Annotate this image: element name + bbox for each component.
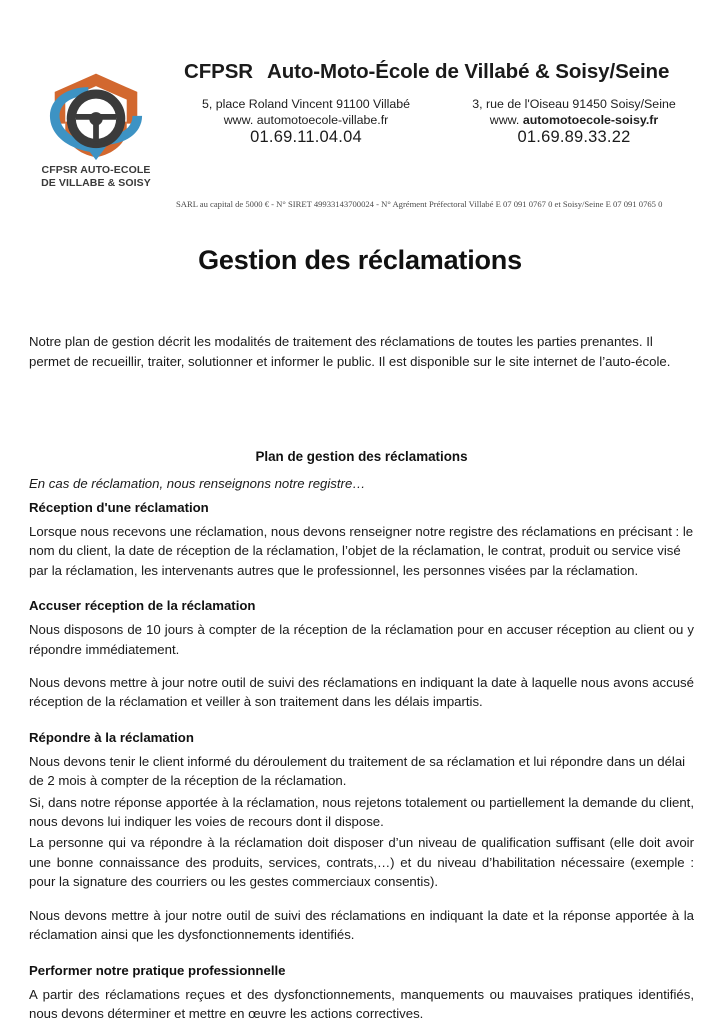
section-paragraph: Nous devons tenir le client informé du déroulement du traitement de sa réclamation et lui répondre dans un délai de 2 mois à compter de la réception de la réclamation. — [29, 753, 686, 789]
plan-italic-note: En cas de réclamation, nous renseignons notre registre… — [29, 476, 366, 491]
section-heading-accuser: Accuser réception de la réclamation — [29, 598, 256, 614]
section-heading-performer: Performer notre pratique professionnelle — [29, 962, 286, 978]
company-title — [172, 60, 708, 84]
intro-paragraph: Notre plan de gestion décrit les modalités de traitement des réclamations de toutes les parties prenantes. Il permet de recueillir, traiter, solutionner et informer le public. Il est disponible sur le site internet de l’auto-école. — [29, 334, 671, 369]
address-blocks — [172, 96, 708, 145]
page-title: Gestion des réclamations — [198, 245, 522, 275]
website-domain: automotoecole-villabe.fr — [256, 113, 389, 127]
logo-caption-line1: CFPSR AUTO-ECOLE — [41, 164, 151, 176]
section-heading-reception: Réception d'une réclamation — [29, 500, 209, 515]
section-paragraph: Nous devons mettre à jour notre outil de suivi des réclamations en indiquant la date à laquelle nous avons accusé réception de la réclamation et veiller à son traitement dans les délais impartis. — [29, 675, 694, 710]
website-prefix: www. — [489, 113, 523, 127]
section-paragraph: Si, dans notre réponse apportée à la réclamation, nous rejetons totalement ou partiellement la demande du client, nous devons lui indiquer les voies de recours dont il dispose. — [29, 794, 694, 830]
address-phone: 01.69.89.33.22 — [517, 128, 631, 146]
section-paragraph: A partir des réclamations reçues et des dysfonctionnements, manquements ou mauvaises pratiques identifiés, nous devons déterminer et mettre en œuvre les actions correctives. — [29, 986, 694, 1021]
section-paragraph: Nous disposons de 10 jours à compter de la réception de la réclamation pour en accuser réception au client ou y répondre immédiatement. — [29, 622, 694, 657]
company-abbreviation: CFPSR — [184, 60, 253, 83]
address-phone: 01.69.11.04.04 — [250, 128, 362, 146]
website-domain: automotoecole-soisy.fr — [522, 113, 659, 127]
plan-heading: Plan de gestion des réclamations — [255, 449, 468, 464]
logo-caption — [26, 164, 166, 190]
document-body — [0, 332, 720, 1023]
legal-notice: SARL au capital de 5000 € - N° SIRET 49933143700024 - N° Agrément Préfectoral Villabé E 07 091 0767 0 et Soisy/Seine E 07 091 0765 0 — [176, 199, 663, 209]
address-villabe — [172, 96, 440, 145]
company-name: Auto-Moto-École de Villabé & Soisy/Seine — [266, 60, 670, 83]
address-street: 3, rue de l'Oiseau 91450 Soisy/Seine — [472, 97, 676, 111]
website-prefix: www. — [223, 113, 257, 127]
company-logo — [26, 58, 166, 190]
logo-caption-line2: DE VILLABE & SOISY — [41, 177, 151, 189]
address-soisy — [440, 96, 708, 145]
letterhead — [0, 0, 720, 190]
header-right — [166, 58, 708, 145]
cfpsr-logo-icon — [37, 66, 155, 162]
address-website[interactable] — [440, 112, 708, 128]
address-website[interactable] — [172, 112, 440, 128]
section-paragraph: Nous devons mettre à jour notre outil de suivi des réclamations en indiquant la date et la réponse apportée à la réclamation ainsi que les dysfonctionnements identifiés. — [29, 907, 694, 943]
section-paragraph: Lorsque nous recevons une réclamation, nous devons renseigner notre registre des réclamations en précisant : le nom du client, la date de réception de la réclamation, l’objet de la réclamation, le contrat, produit ou service visé par la réclamation, les intervenants autres que le professionnel, les personnes visées par la réclamation. — [29, 524, 694, 578]
section-heading-repondre: Répondre à la réclamation — [29, 729, 194, 745]
address-street: 5, place Roland Vincent 91100 Villabé — [201, 97, 411, 111]
section-paragraph: La personne qui va répondre à la réclamation doit disposer d’un niveau de qualification suffisant (elle doit avoir une bonne connaissance des produits, services, contrats,…) et du niveau d’habilitation nécessaire (exemple : pour la signature des courriers ou les gestes commerciaux consentis). — [29, 835, 694, 890]
